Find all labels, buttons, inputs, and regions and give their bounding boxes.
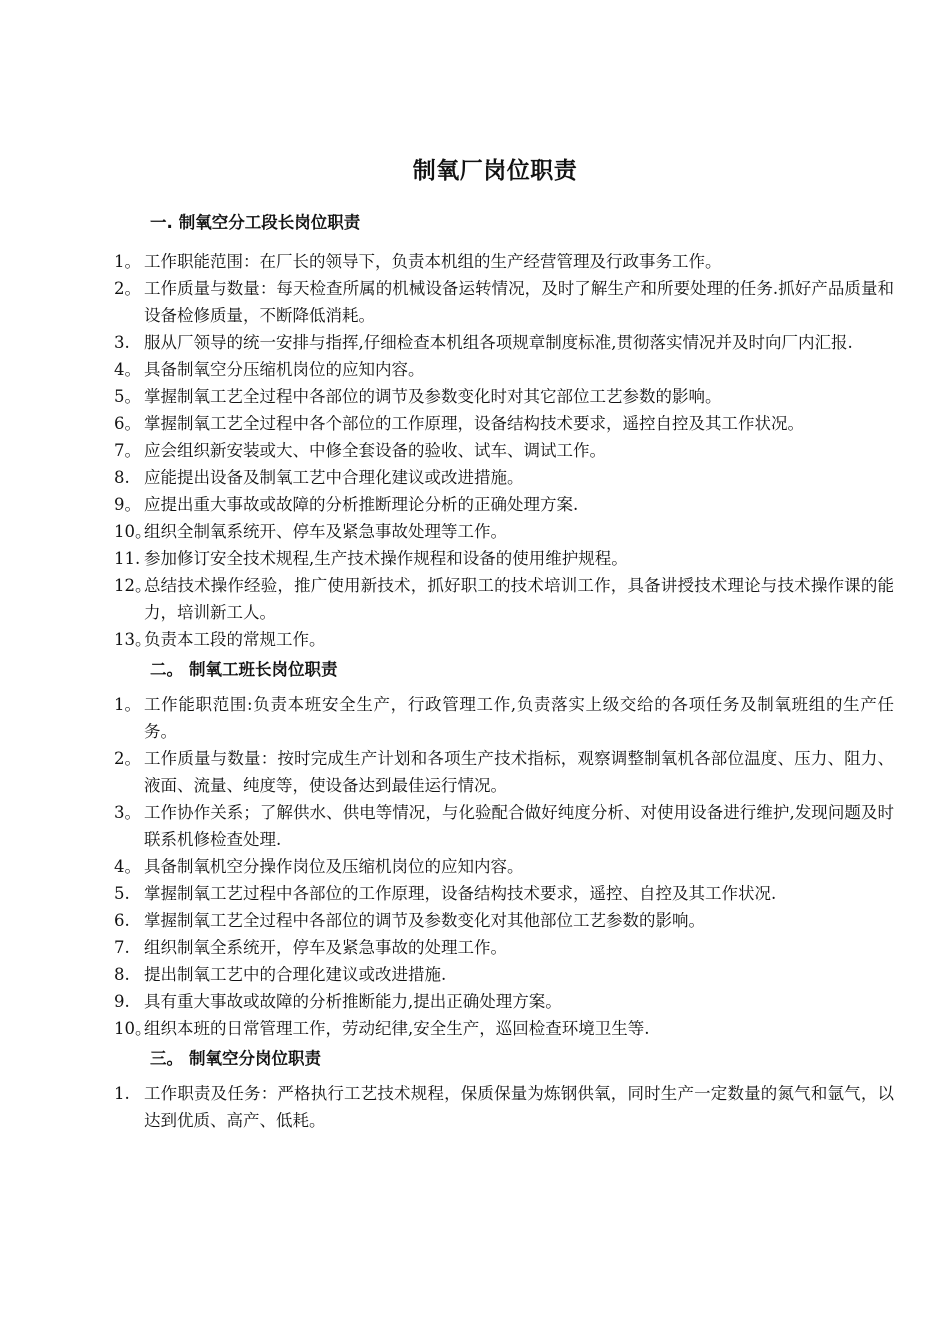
section-number: 二。 [150, 660, 183, 679]
section-number: 三。 [150, 1049, 183, 1068]
list-item [114, 518, 894, 545]
item-number: 1. [114, 1084, 130, 1103]
item-number: 5。 [114, 387, 141, 406]
list-item [114, 356, 894, 383]
item-text: 工作能职范围:负责本班安全生产，行政管理工作,负责落实上级交给的各项任务及制氧班组的生产任务。 [144, 695, 894, 741]
list-item [114, 410, 894, 437]
item-number: 10。 [114, 1019, 152, 1038]
item-text: 掌握制氧工艺过程中各部位的工作原理，设备结构技术要求，遥控、自控及其工作状况. [144, 884, 777, 903]
item-text: 组织全制氧系统开、停车及紧急事故处理等工作。 [144, 522, 507, 541]
item-text: 掌握制氧工艺全过程中各部位的调节及参数变化对其他部位工艺参数的影响。 [144, 911, 705, 930]
section-heading-1 [114, 212, 894, 234]
item-number: 1。 [114, 695, 141, 714]
document-body [114, 212, 894, 1134]
item-text: 应会组织新安装或大、中修全套设备的验收、试车、调试工作。 [144, 441, 606, 460]
item-number: 11. [114, 549, 141, 568]
list-item [114, 880, 894, 907]
list-item [114, 907, 894, 934]
item-number: 9。 [114, 495, 141, 514]
item-number: 6。 [114, 414, 141, 433]
list-item [114, 988, 894, 1015]
item-text: 具备制氧空分压缩机岗位的应知内容。 [144, 360, 425, 379]
item-text: 工作质量与数量：按时完成生产计划和各项生产技术指标，观察调整制氧机各部位温度、压力、阻力、液面、流量、纯度等，使设备达到最佳运行情况。 [144, 749, 894, 795]
section-title: 制氧工班长岗位职责 [189, 660, 338, 679]
item-number: 8. [114, 965, 130, 984]
list-item [114, 248, 894, 275]
section-number: 一. [150, 213, 173, 232]
section-heading-2 [114, 659, 894, 681]
list-item [114, 329, 894, 356]
item-number: 10。 [114, 522, 152, 541]
section-2-list [114, 691, 894, 1042]
list-item [114, 691, 894, 745]
item-text: 应能提出设备及制氧工艺中合理化建议或改进措施。 [144, 468, 524, 487]
item-text: 工作质量与数量：每天检查所属的机械设备运转情况，及时了解生产和所要处理的任务.抓好产品质量和设备检修质量，不断降低消耗。 [144, 279, 894, 325]
item-number: 4。 [114, 857, 141, 876]
item-number: 13。 [114, 630, 152, 649]
item-number: 2。 [114, 749, 141, 768]
list-item [114, 934, 894, 961]
section-3-list [114, 1080, 894, 1134]
item-number: 9. [114, 992, 130, 1011]
item-number: 8. [114, 468, 130, 487]
item-text: 组织本班的日常管理工作，劳动纪律,安全生产，巡回检查环境卫生等. [144, 1019, 650, 1038]
section-title: 制氧空分岗位职责 [189, 1049, 321, 1068]
list-item [114, 464, 894, 491]
item-text: 应提出重大事故或故障的分析推断理论分析的正确处理方案. [144, 495, 579, 514]
item-number: 3。 [114, 803, 141, 822]
list-item [114, 383, 894, 410]
item-number: 6. [114, 911, 130, 930]
section-1-list [114, 248, 894, 653]
list-item [114, 437, 894, 464]
item-number: 4。 [114, 360, 141, 379]
item-text: 组织制氧全系统开，停车及紧急事故的处理工作。 [144, 938, 507, 957]
item-text: 具备制氧机空分操作岗位及压缩机岗位的应知内容。 [144, 857, 524, 876]
item-number: 5. [114, 884, 130, 903]
list-item [114, 572, 894, 626]
list-item [114, 745, 894, 799]
item-number: 1。 [114, 252, 141, 271]
item-number: 7. [114, 938, 130, 957]
item-text: 负责本工段的常规工作。 [144, 630, 326, 649]
item-text: 具有重大事故或故障的分析推断能力,提出正确处理方案。 [144, 992, 562, 1011]
section-title: 制氧空分工段长岗位职责 [178, 213, 361, 232]
item-number: 12。 [114, 576, 152, 595]
item-text: 工作职能范围：在厂长的领导下，负责本机组的生产经营管理及行政事务工作。 [144, 252, 722, 271]
item-number: 2。 [114, 279, 141, 298]
list-item [114, 626, 894, 653]
item-text: 总结技术操作经验，推广使用新技术，抓好职工的技术培训工作，具备讲授技术理论与技术操作课的能力，培训新工人。 [144, 576, 894, 622]
list-item [114, 853, 894, 880]
item-text: 工作协作关系；了解供水、供电等情况，与化验配合做好纯度分析、对使用设备进行维护,发现问题及时联系机修检查处理. [144, 803, 894, 849]
list-item [114, 275, 894, 329]
list-item [114, 1080, 894, 1134]
item-number: 3. [114, 333, 130, 352]
list-item [114, 961, 894, 988]
item-text: 提出制氧工艺中的合理化建议或改进措施. [144, 965, 447, 984]
document-title: 制氧厂岗位职责 [412, 158, 578, 184]
list-item [114, 799, 894, 853]
item-text: 掌握制氧工艺全过程中各部位的调节及参数变化时对其它部位工艺参数的影响。 [144, 387, 722, 406]
item-number: 7。 [114, 441, 141, 460]
item-text: 参加修订安全技术规程,生产技术操作规程和设备的使用维护规程。 [144, 549, 628, 568]
list-item [114, 545, 894, 572]
item-text: 工作职责及任务：严格执行工艺技术规程，保质保量为炼钢供氧，同时生产一定数量的氮气和氩气，以达到优质、高产、低耗。 [144, 1084, 894, 1130]
section-heading-3 [114, 1048, 894, 1070]
item-text: 服从厂领导的统一安排与指挥,仔细检查本机组各项规章制度标准,贯彻落实情况并及时向厂内汇报. [144, 333, 853, 352]
item-text: 掌握制氧工艺全过程中各个部位的工作原理，设备结构技术要求，遥控自控及其工作状况。 [144, 414, 804, 433]
list-item [114, 1015, 894, 1042]
list-item [114, 491, 894, 518]
